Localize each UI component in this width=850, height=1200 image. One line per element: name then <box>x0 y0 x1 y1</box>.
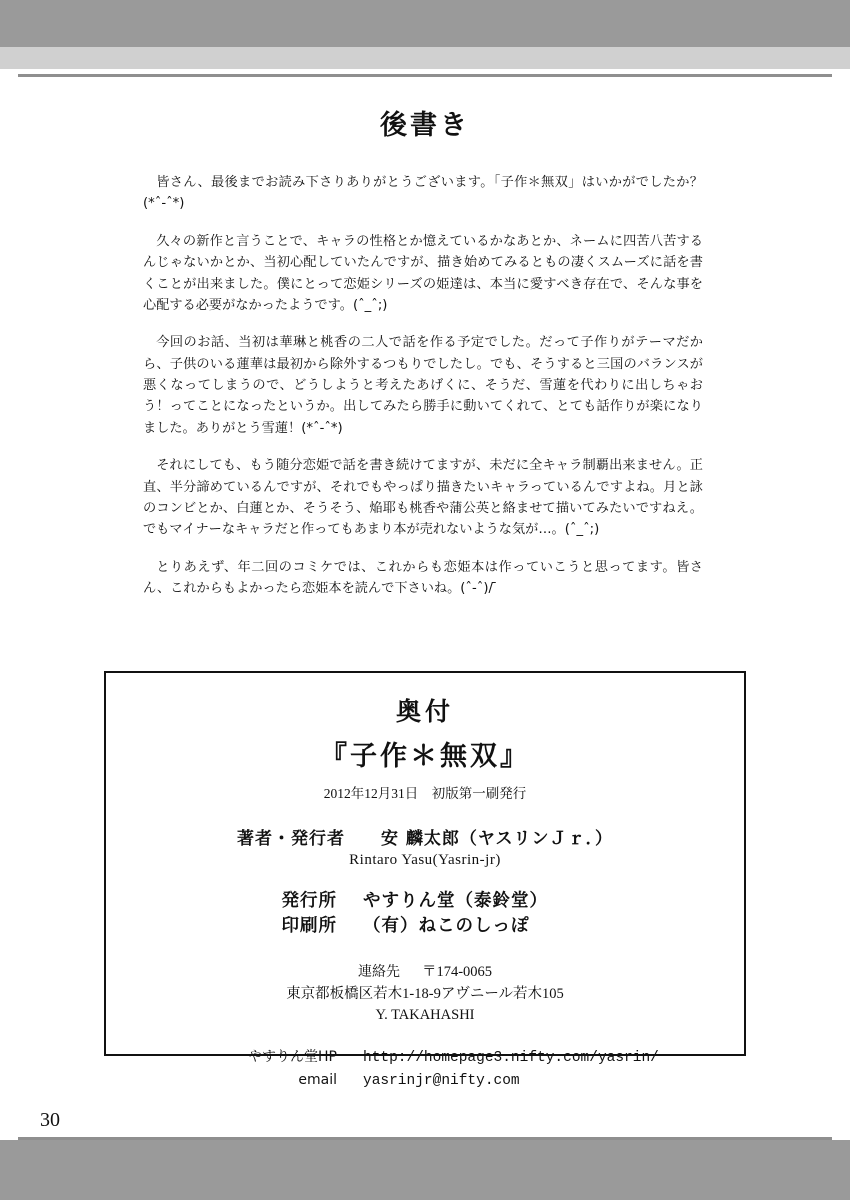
colophon-book-title: 『子作＊無双』 <box>320 741 530 772</box>
afterword-title: 後書き <box>380 110 470 141</box>
afterword-paragraph: とりあえず、年二回のコミケでは、これからも恋姫本は作っていこうと思ってます。皆さん、これからもよかったら恋姫本を読んで下さいね。(ˆ-ˆ)/ ̄ <box>143 559 703 596</box>
top-light-band <box>0 47 850 69</box>
colophon-address: 東京都板橋区若木1-18-9アヴニール若木105 <box>286 985 564 1002</box>
colophon-printer-row <box>106 914 744 939</box>
colophon-email-label: email <box>298 1071 337 1088</box>
afterword-paragraph: 皆さん、最後までお読み下さりありがとうございます。「子作＊無双」はいかがでしたか？(*ˆ-ˆ*) <box>143 175 703 212</box>
colophon-publisher-row <box>106 889 744 914</box>
colophon-author-roman: Rintaro Yasu(Yasrin-jr) <box>349 852 501 868</box>
colophon-contact-name: Y. TAKAHASHI <box>375 1007 475 1024</box>
colophon-publisher-value: やすりん堂（泰鈴堂） <box>363 891 548 911</box>
colophon-hp-url[interactable]: http://homepage3.nifty.com/yasrin/ <box>363 1050 659 1066</box>
colophon-email-row <box>106 1070 744 1093</box>
colophon-hp-label: やすりん堂HP <box>248 1049 337 1065</box>
page-number: 30 <box>40 1109 60 1131</box>
colophon-printer-label: 印刷所 <box>281 916 337 937</box>
colophon-box <box>104 671 746 1089</box>
afterword-paragraph: 今回のお話、当初は華琳と桃香の二人で話を作る予定でした。だって子作りがテーマだから、子供のいる蓮華は最初から除外するつもりでしたし。でも、そうすると三国のバランスが悪くなってしまうので、どうしようと考えたあげくに、そうだ、雪蓮を代わりに出しちゃおう！ってことになったというか。出してみたら勝手に動いてくれて、とても話作りが楽になりました。ありがとう雪蓮！(*ˆ-ˆ*) <box>143 335 703 436</box>
afterword-paragraph: それにしても、もう随分恋姫で話を書き続けてますが、未だに全キャラ制覇出来ません。正直、半分諦めているんですが、それでもやっぱり描きたいキャラっているんですよね。月と詠のコンビとか、白蓮とか、そうそう、焔耶も桃香や蒲公英と絡ませて描いてみたいですねえ。でもマイナーなキャラだと作ってもあまり本が売れないような気が…。(ˆ_ˆ;) <box>143 458 703 538</box>
colophon-publisher-block <box>106 889 744 940</box>
colophon-publisher-label: 発行所 <box>281 891 337 911</box>
colophon-web-block <box>106 1047 744 1093</box>
colophon-printer-value: （有）ねこのしっぽ <box>363 916 530 937</box>
colophon-publication-date: 2012年12月31日 初版第一刷発行 <box>323 786 527 801</box>
colophon-hp-row <box>106 1047 744 1070</box>
colophon-contact-block <box>106 962 744 1027</box>
top-divider-rule <box>18 74 832 77</box>
afterword-paragraph: 久々の新作と言うことで、キャラの性格とか憶えているかなあとか、ネームに四苦八苦するんじゃないかとか、当初心配していたんですが、描き始めてみるともの凄くスムーズに話を書くことが出来ました。僕にとって恋姫シリーズの姫達は、本当に愛すべき存在で、そんな事を心配する必要がなかったようです。(ˆ_ˆ;) <box>143 233 703 313</box>
colophon-contact-label: 連絡先 <box>357 963 400 980</box>
afterword-body <box>143 172 703 615</box>
colophon-postal-code: 〒174-0065 <box>421 963 493 980</box>
bottom-dark-band <box>0 1140 850 1200</box>
colophon-contact-postal-row <box>106 962 744 984</box>
colophon-email-value[interactable]: yasrinjr@nifty.com <box>363 1072 520 1089</box>
colophon-heading: 奥付 <box>395 697 454 726</box>
colophon-author: 著者・発行者 安 麟太郎（ヤスリンＪｒ．） <box>236 829 614 849</box>
top-dark-band <box>0 0 850 47</box>
